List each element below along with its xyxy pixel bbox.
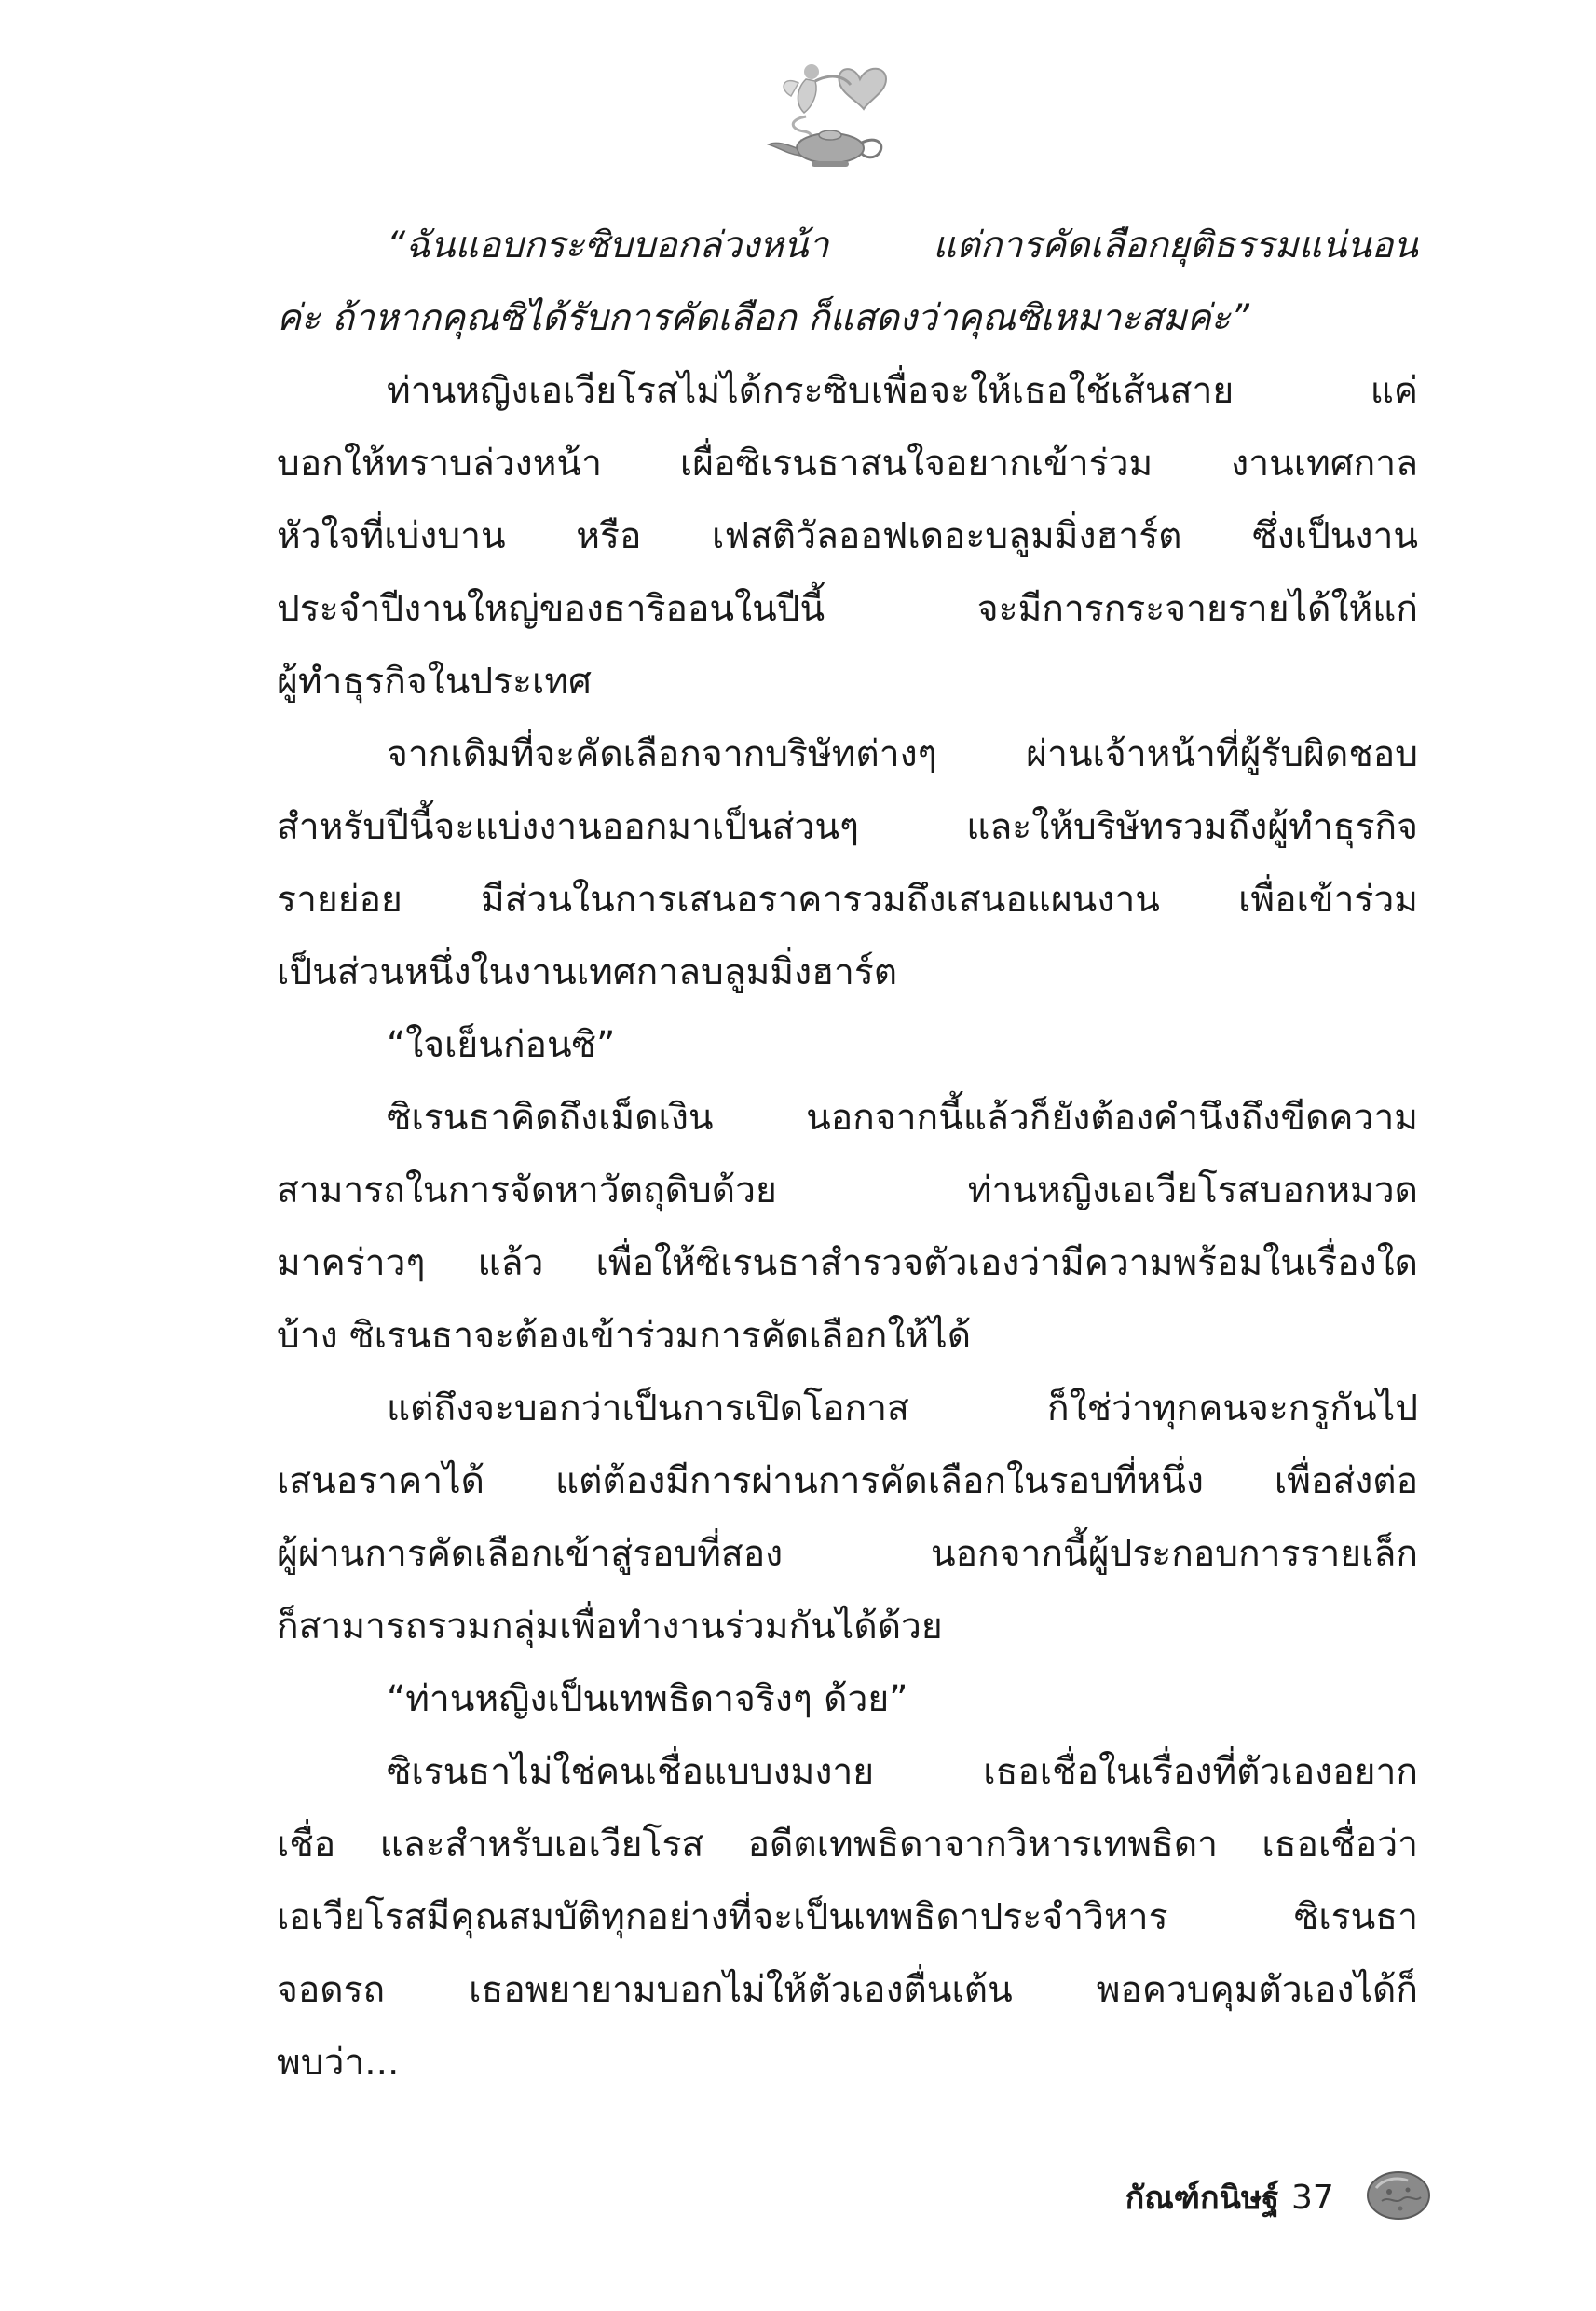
text-line: พบว่า... <box>277 2042 400 2084</box>
text-line: บอกให้ทราบล่วงหน้า เผื่อซิเรนธาสนใจอยากเข้าร่วม งานเทศกาล <box>277 443 1418 485</box>
text-line: สามารถในการจัดหาวัตถุดิบด้วย ท่านหญิงเอเวียโรสบอกหมวด <box>277 1169 1418 1211</box>
text-line: ซิเรนธาคิดถึงเม็ดเงิน นอกจากนี้แล้วก็ยังต้องคำนึงถึงขีดความ <box>387 1097 1418 1139</box>
teapot-with-fairy-and-heart-icon <box>750 51 908 172</box>
text-line: “ท่านหญิงเป็นเทพธิดาจริงๆ ด้วย” <box>387 1678 908 1720</box>
text-line: ค่ะ ถ้าหากคุณซิได้รับการคัดเลือก ก็แสดงว่าคุณซิเหมาะสมค่ะ” <box>277 297 1249 339</box>
text-line: ผู้ผ่านการคัดเลือกเข้าสู่รอบที่สอง นอกจากนี้ผู้ประกอบการรายเล็ก <box>277 1533 1418 1575</box>
text-line: มาคร่าวๆ แล้ว เพื่อให้ซิเรนธาสำรวจตัวเองว่ามีความพร้อมในเรื่องใด <box>277 1242 1418 1284</box>
text-line: ผู้ทำธุรกิจในประเทศ <box>277 661 592 703</box>
page-number: 37 <box>1291 2179 1334 2217</box>
text-line: เป็นส่วนหนึ่งในงานเทศกาลบลูมมิ่งฮาร์ต <box>277 951 898 993</box>
text-line: สำหรับปีนี้จะแบ่งงานออกมาเป็นส่วนๆ และให้บริษัทรวมถึงผู้ทำธุรกิจ <box>277 806 1418 848</box>
text-line: เชื่อ และสำหรับเอเวียโรส อดีตเทพธิดาจากวิหารเทพธิดา เธอเชื่อว่า <box>277 1824 1418 1866</box>
text-line: จอดรถ เธอพยายามบอกไม่ให้ตัวเองตื่นเต้น พอควบคุมตัวเองได้ก็ <box>277 1969 1418 2011</box>
text-line: รายย่อย มีส่วนในการเสนอราคารวมถึงเสนอแผนงาน เพื่อเข้าร่วม <box>277 879 1418 921</box>
text-line: ท่านหญิงเอเวียโรสไม่ได้กระซิบเพื่อจะให้เธอใช้เส้นสาย แค่ <box>387 370 1418 412</box>
page-footer <box>0 2162 1596 2236</box>
running-title: กัณฑ์กนิษฐ์ <box>1125 2180 1279 2217</box>
text-line: เอเวียโรสมีคุณสมบัติทุกอย่างที่จะเป็นเทพธิดาประจำวิหาร ซิเรนธา <box>277 1896 1418 1938</box>
stone-icon <box>1365 2167 1432 2222</box>
text-line: ซิเรนธาไม่ใช่คนเชื่อแบบงมงาย เธอเชื่อในเรื่องที่ตัวเองอยาก <box>387 1751 1418 1793</box>
text-line: จากเดิมที่จะคัดเลือกจากบริษัทต่างๆ ผ่านเจ้าหน้าที่ผู้รับผิดชอบ <box>387 733 1418 775</box>
text-line: แต่ถึงจะบอกว่าเป็นการเปิดโอกาส ก็ใช่ว่าทุกคนจะกรูกันไป <box>387 1388 1418 1429</box>
text-line: ประจำปีงานใหญ่ของธาริออนในปีนี้ จะมีการกระจายรายได้ให้แก่ <box>277 588 1418 630</box>
text-line: “ฉันแอบกระซิบบอกล่วงหน้า แต่การคัดเลือกยุติธรรมแน่นอน <box>387 225 1418 267</box>
text-line: “ใจเย็นก่อนซิ” <box>387 1024 616 1066</box>
text-line: บ้าง ซิเรนธาจะต้องเข้าร่วมการคัดเลือกให้ได้ <box>277 1315 972 1357</box>
text-line: เสนอราคาได้ แต่ต้องมีการผ่านการคัดเลือกในรอบที่หนึ่ง เพื่อส่งต่อ <box>277 1460 1418 1502</box>
text-line: หัวใจที่เบ่งบาน หรือ เฟสติวัลออฟเดอะบลูมมิ่งฮาร์ต ซึ่งเป็นงาน <box>277 515 1418 557</box>
text-line: ก็สามารถรวมกลุ่มเพื่อทำงานร่วมกันได้ด้วย <box>277 1606 943 1648</box>
body-text <box>277 210 1418 2099</box>
